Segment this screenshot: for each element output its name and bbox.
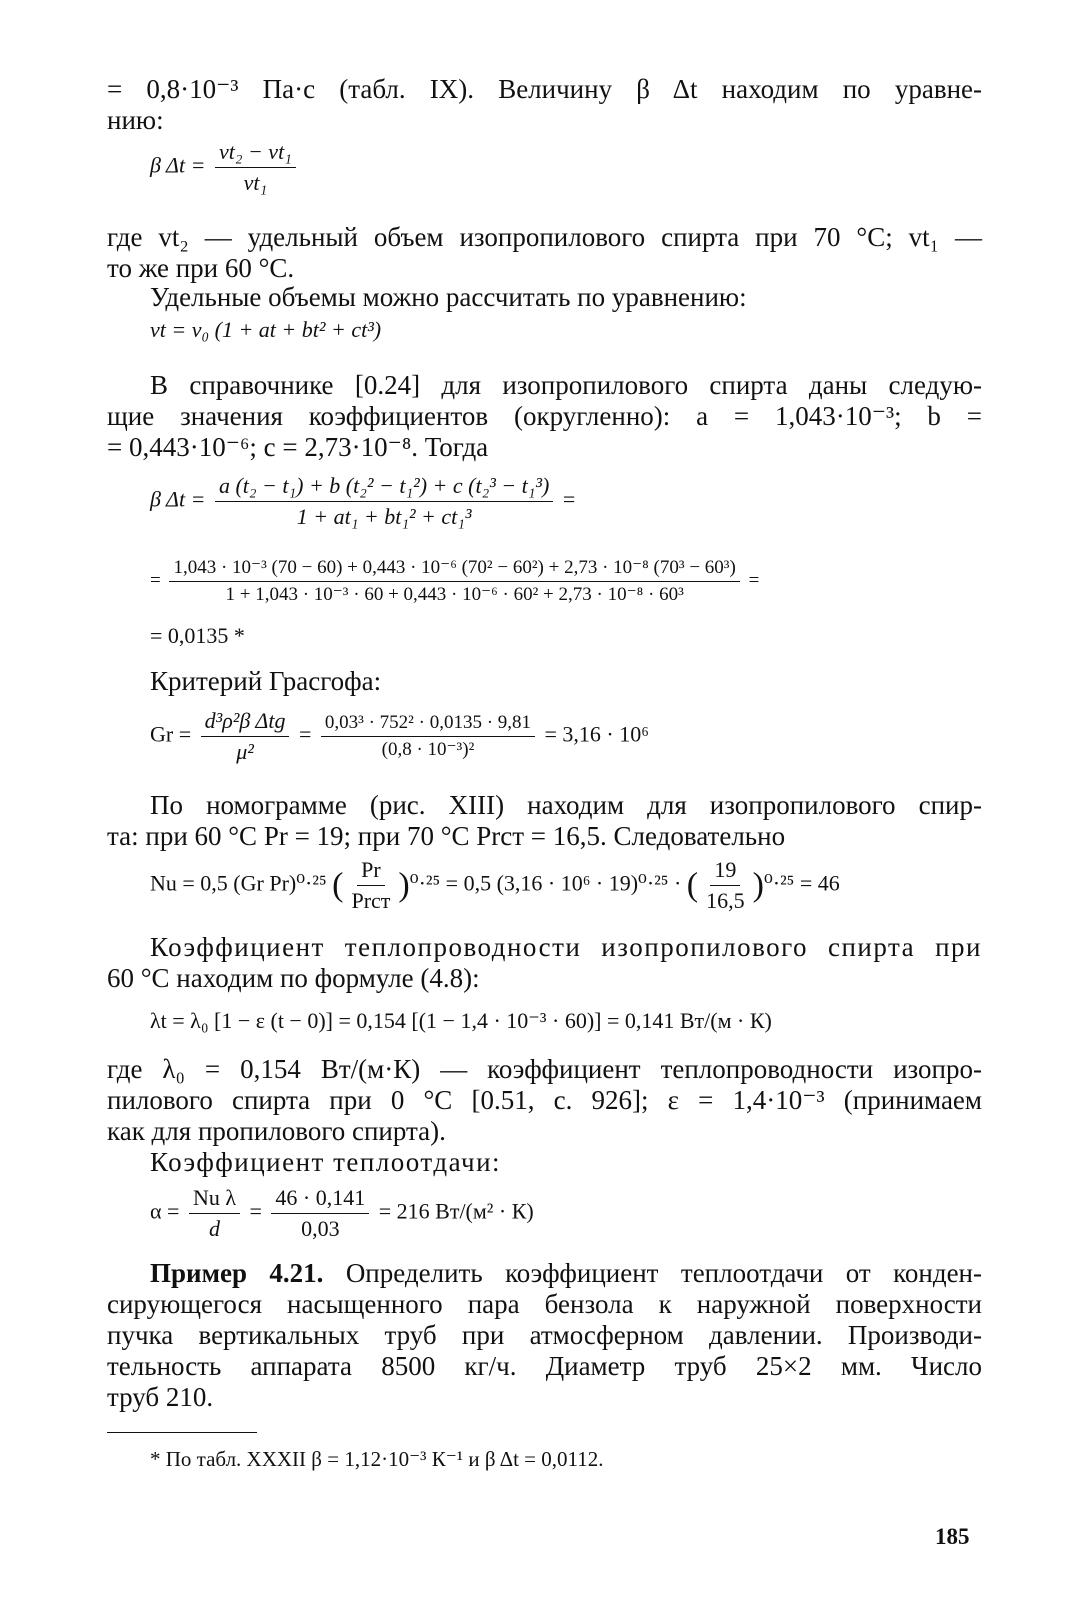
fraction <box>189 1184 240 1243</box>
denominator: vt₁ <box>243 170 268 195</box>
equation-lhs: β Δt = <box>150 152 206 178</box>
text-line: та: при 60 °С Pr = 19; при 70 °С Prст = 16,5. Следовательно <box>107 821 786 851</box>
page-number: 185 <box>935 1524 970 1549</box>
text-line: В справочнике [0.24] для изопропилового спирта даны следую- <box>150 370 982 400</box>
denominator: μ² <box>236 739 254 764</box>
equation-conductivity: λt = λ₀ [1 − ε (t − 0)] = 0,154 [(1 − 1,4 · 10⁻³ · 60)] = 0,141 Вт/(м · К) <box>150 1008 772 1033</box>
text-line: Коэффициент теплопроводности изопропилового спирта при <box>150 932 982 962</box>
fraction <box>215 472 553 531</box>
denominator: 1 + 1,043 · 10⁻³ · 60 + 0,443 · 10⁻⁶ · 60² + 2,73 · 10⁻⁸ · 60³ <box>225 584 684 605</box>
example-label: Пример 4.21. <box>150 1258 324 1288</box>
text-line: 60 °С находим по формуле (4.8): <box>107 963 480 993</box>
equation-lhs: Gr = <box>150 721 192 747</box>
bracket: ( <box>686 866 699 904</box>
fraction <box>321 711 535 762</box>
fraction <box>201 707 290 766</box>
denominator: Prст <box>351 888 391 913</box>
equation-part: Nu = 0,5 (Gr Pr)⁰·²⁵ <box>150 870 327 896</box>
denominator: (0,8 · 10⁻³)² <box>381 739 475 760</box>
bracket: ( <box>332 866 344 904</box>
fraction <box>169 556 739 607</box>
equation-lhs: β Δt = <box>150 486 206 512</box>
bracket: ) <box>752 866 764 904</box>
equation-specific-volume: vt = v₀ (1 + at + bt² + ct³) <box>150 317 382 342</box>
equation-result: = 0,0135 * <box>150 623 245 648</box>
numerator: 0,03³ · 752² · 0,0135 · 9,81 <box>321 711 535 737</box>
text-line: тельность аппарата 8500 кг/ч. Диаметр труб 25×2 мм. Число <box>107 1351 982 1381</box>
text-line: Критерий Грасгофа: <box>150 666 382 696</box>
text-line: Коэффициент теплоотдачи: <box>150 1147 502 1177</box>
text-line: сирующегося насыщенного пара бензола к наружной поверхности <box>107 1289 982 1319</box>
equation-beta-dt <box>150 138 300 197</box>
equation-part: ⁰·²⁵ = 0,5 (3,16 · 10⁶ · 19)⁰·²⁵ · <box>409 870 682 896</box>
equation-lhs: α = <box>150 1198 180 1224</box>
equation-beta-dt-numeric <box>150 556 759 607</box>
numerator: 1,043 · 10⁻³ (70 − 60) + 0,443 · 10⁻⁶ (70² − 60²) + 2,73 · 10⁻⁸ (70³ − 60³) <box>169 556 739 582</box>
footnote: * По табл. XXXII β = 1,12·10⁻³ К⁻¹ и β Δt = 0,0112. <box>150 1447 604 1471</box>
fraction <box>347 856 394 915</box>
fraction <box>215 138 296 197</box>
text-line: = 0,8·10⁻³ Па·с (табл. IX). Величину β Δt находим по уравне- <box>107 74 982 104</box>
text-line: Удельные объемы можно рассчитать по уравнению: <box>150 282 747 312</box>
denominator: d <box>208 1216 220 1241</box>
equals-sign: = <box>150 569 161 591</box>
text-line: где vt₂ — удельный объем изопропилового спирта при 70 °С; vt₁ — <box>107 222 982 252</box>
numerator: 19 <box>710 856 740 886</box>
equation-alpha <box>150 1184 534 1243</box>
example-heading-line <box>107 1258 982 1289</box>
footnote-divider <box>107 1432 257 1433</box>
denominator: 16,5 <box>706 888 745 913</box>
numerator: vt₂ − vt₁ <box>215 138 296 168</box>
text-line: По номограмме (рис. XIII) находим для изопропилового спир- <box>150 790 982 820</box>
text-line: пучка вертикальных труб при атмосферном давлении. Производи- <box>107 1320 982 1350</box>
equation-part: ⁰·²⁵ = 46 <box>763 870 840 896</box>
equals-sign: = <box>249 1198 262 1224</box>
equation-beta-dt-general <box>150 472 575 531</box>
denominator: 1 + at₁ + bt₁² + ct₁³ <box>296 504 472 529</box>
fraction <box>702 856 749 915</box>
equals-sign: = <box>562 486 576 512</box>
text-line: труб 210. <box>107 1382 214 1412</box>
equals-sign: = <box>298 721 312 747</box>
equation-grashof <box>150 707 649 766</box>
example-text: Определить коэффициент теплоотдачи от конден- <box>345 1258 983 1288</box>
equation-nusselt <box>150 856 840 915</box>
text-line: то же при 60 °С. <box>107 253 295 283</box>
text-line: нию: <box>107 105 164 135</box>
numerator: 46 · 0,141 <box>271 1184 369 1214</box>
bracket: ) <box>398 866 410 904</box>
equation-result: = 3,16 · 10⁶ <box>544 721 649 747</box>
text-line: как для пропилового спирта). <box>107 1116 446 1146</box>
fraction <box>271 1184 369 1243</box>
numerator: d³ρ²β Δtg <box>201 707 290 737</box>
text-line: = 0,443·10⁻⁶; c = 2,73·10⁻⁸. Тогда <box>107 432 489 462</box>
numerator: Nu λ <box>189 1184 240 1214</box>
text-line: где λ₀ = 0,154 Вт/(м·К) — коэффициент теплопроводности изопро- <box>107 1054 982 1084</box>
text-line: щие значения коэффициентов (округленно): a = 1,043·10⁻³; b = <box>107 401 982 431</box>
numerator: a (t₂ − t₁) + b (t₂² − t₁²) + c (t₂³ − t₁³) <box>215 472 553 502</box>
numerator: Pr <box>357 856 385 886</box>
denominator: 0,03 <box>301 1216 340 1241</box>
text-line: пилового спирта при 0 °С [0.51, с. 926]; ε = 1,4·10⁻³ (принимаем <box>107 1085 982 1115</box>
equation-result: = 216 Вт/(м² · К) <box>378 1198 534 1224</box>
equals-sign: = <box>748 569 760 591</box>
